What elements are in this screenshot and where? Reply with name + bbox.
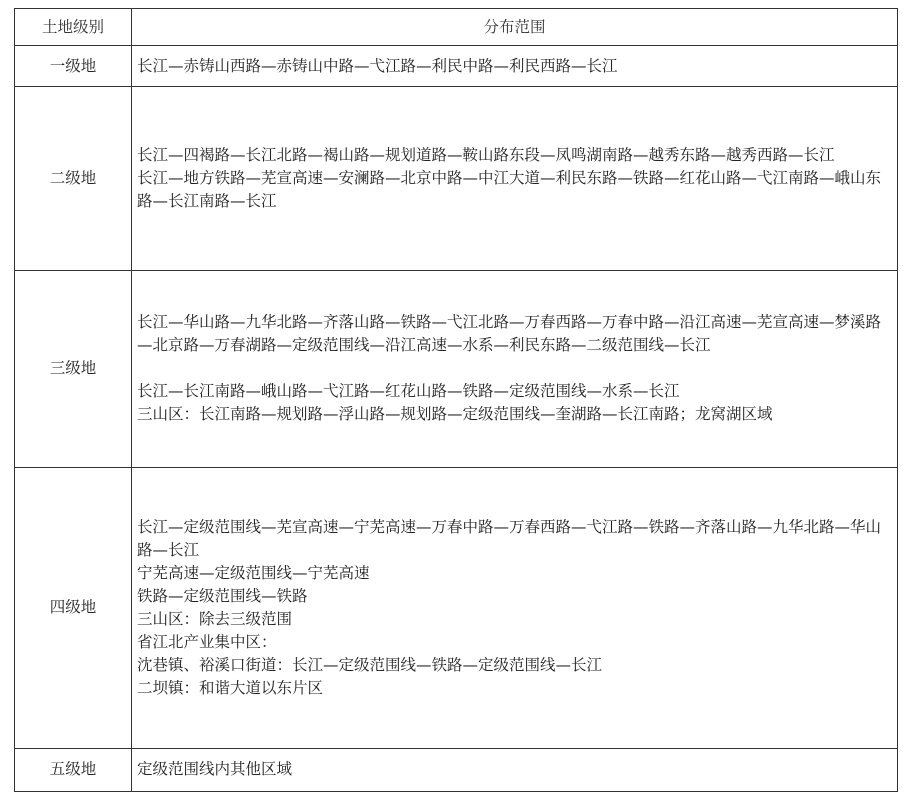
- range-line: 沈巷镇、裕溪口街道：长江—定级范围线—铁路—定级范围线—长江: [137, 655, 603, 674]
- range-line: 宁芜高速—定级范围线—宁芜高速: [137, 563, 370, 582]
- range-line: 长江—定级范围线—芜宣高速—宁芜高速—万春中路—万春西路—弋江路—铁路—齐落山路—九华北路—华山路—长江: [137, 517, 882, 559]
- range-cell: [132, 467, 898, 748]
- table-row: [15, 271, 898, 467]
- grade-label: 五级地: [15, 748, 132, 791]
- grade-label: 一级地: [15, 46, 132, 87]
- range-line: 长江—华山路—九华北路—齐落山路—铁路—弋江北路—万春西路—万春中路—沿江高速—芜宣高速—梦溪路—北京路—万春湖路—定级范围线—沿江高速—水系—利民东路—二级范围线—长江: [137, 313, 882, 355]
- range-cell: [132, 271, 898, 467]
- header-grade: 土地级别: [15, 9, 132, 46]
- table-row: [15, 748, 898, 791]
- table-row: [15, 87, 898, 271]
- range-line: 三山区：除去三级范围: [137, 609, 293, 628]
- range-line: 定级范围线内其他区域: [137, 760, 293, 779]
- land-grade-table: [14, 8, 898, 792]
- range-line: 铁路—定级范围线—铁路: [137, 586, 308, 605]
- range-line: 长江—长江南路—峨山路—弋江路—红花山路—铁路—定级范围线—水系—长江: [137, 382, 680, 401]
- range-line: 长江—赤铸山西路—赤铸山中路—弋江路—利民中路—利民西路—长江: [137, 56, 618, 75]
- table-row: [15, 467, 898, 748]
- header-range: 分布范围: [132, 9, 898, 46]
- range-cell: [132, 46, 898, 87]
- range-cell: [132, 87, 898, 271]
- range-line: 长江—地方铁路—芜宣高速—安澜路—北京中路—中江大道—利民东路—铁路—红花山路—弋江南路—峨山东路—长江南路—长江: [137, 169, 882, 211]
- grade-label: 二级地: [15, 87, 132, 271]
- range-cell: [132, 748, 898, 791]
- grade-label: 三级地: [15, 271, 132, 467]
- table-row: [15, 46, 898, 87]
- blank-line: [137, 357, 891, 380]
- range-line: 长江—四褐路—长江北路—褐山路—规划道路—鞍山路东段—凤鸣湖南路—越秀东路—越秀西路—长江: [137, 146, 835, 165]
- range-line: 三山区：长江南路—规划路—浮山路—规划路—定级范围线—奎湖路—长江南路；龙窝湖区域: [137, 405, 773, 424]
- range-line: 省江北产业集中区：: [137, 632, 277, 651]
- table-header-row: [15, 9, 898, 46]
- grade-label: 四级地: [15, 467, 132, 748]
- range-line: 二坝镇：和谐大道以东片区: [137, 678, 324, 697]
